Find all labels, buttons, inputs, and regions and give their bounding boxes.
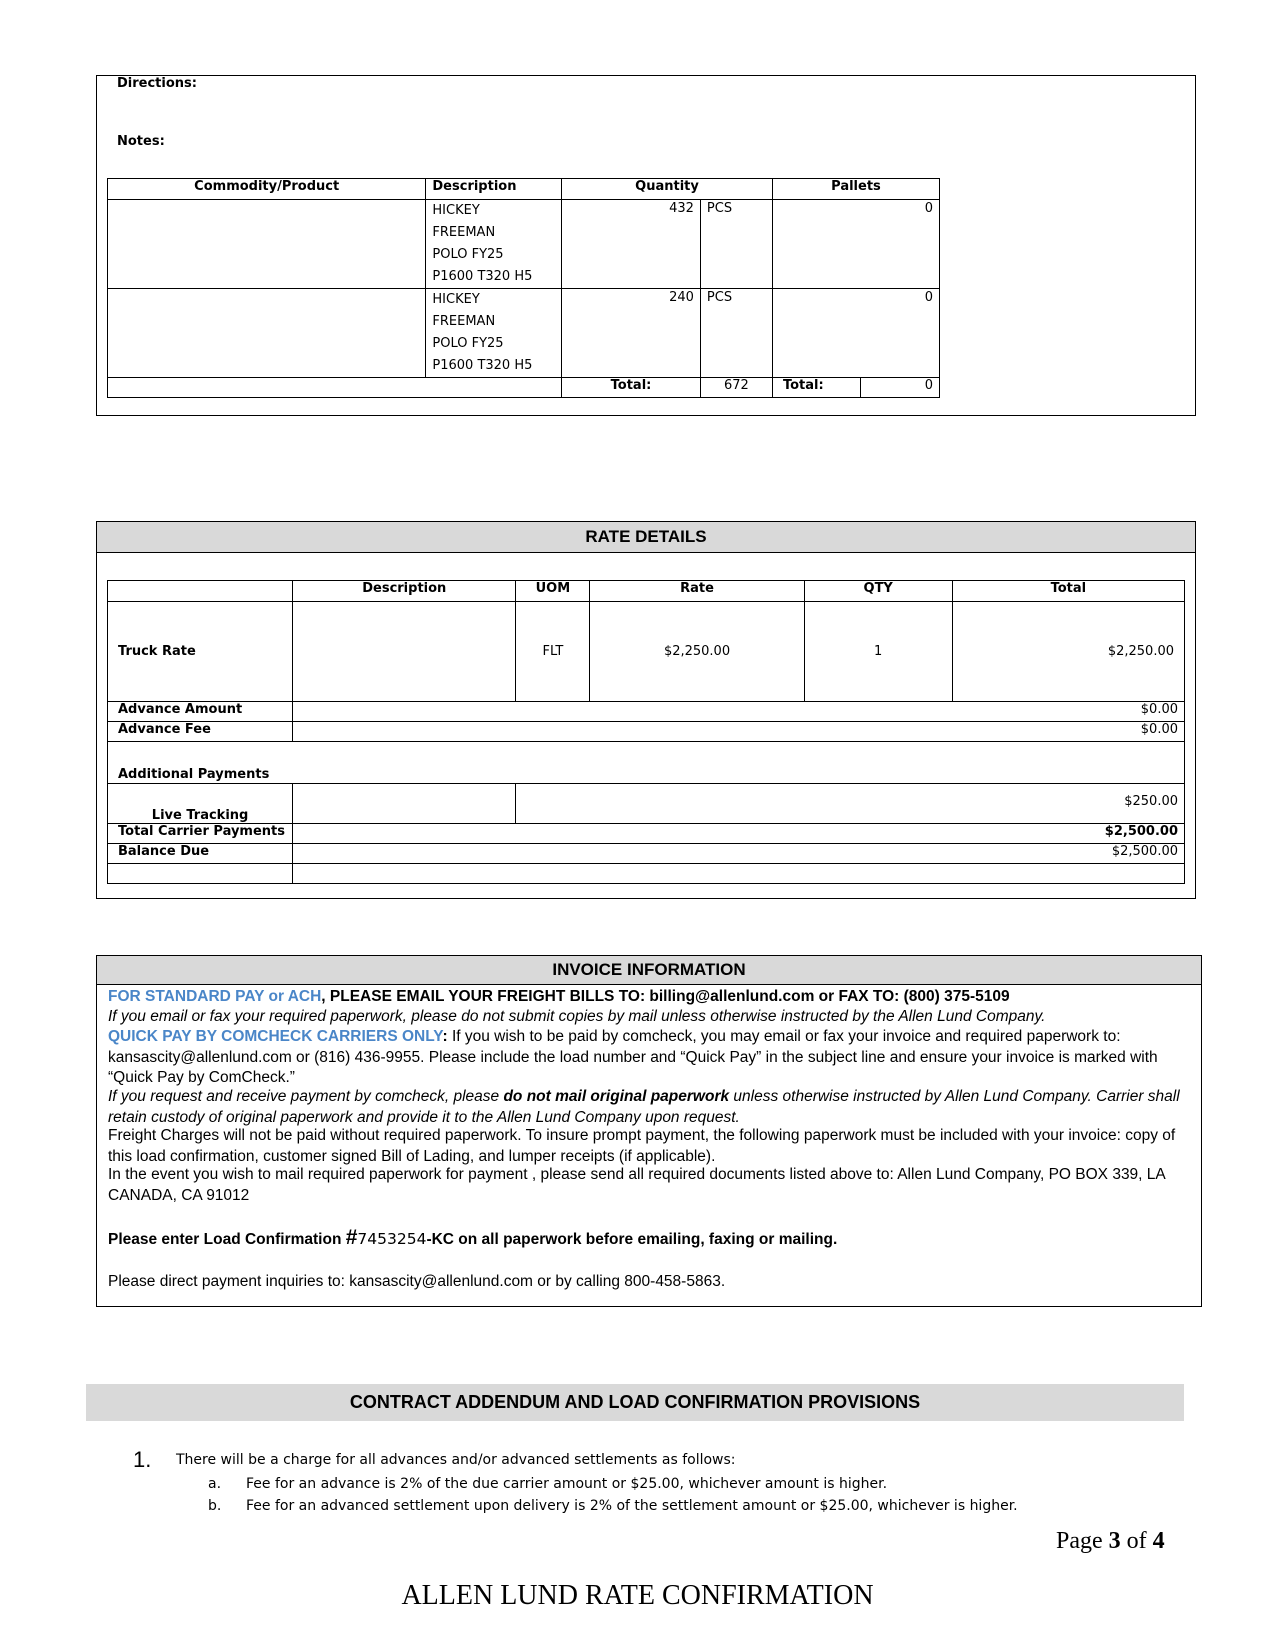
row-pallets: 0 [772, 200, 939, 289]
qty-total-label: Total: [562, 378, 701, 398]
empty-row [108, 864, 1185, 884]
rate-details-box [96, 521, 1196, 899]
additional-payments-row [108, 742, 1185, 784]
commodity-table [107, 178, 940, 398]
col-pallets: Pallets [772, 179, 939, 200]
total-carrier-amount: $2,500.00 [293, 824, 1185, 844]
total-carrier-label: Total Carrier Payments [108, 824, 293, 844]
billing-email-text: , PLEASE EMAIL YOUR FREIGHT BILLS TO: billing@allenlund.com or FAX TO: (800) 375-5109 [321, 988, 1010, 1005]
qty-total: 672 [700, 378, 772, 398]
rate-header-row [108, 581, 1185, 602]
live-tracking-label: Live Tracking [108, 784, 293, 824]
provision-number: 1. [133, 1447, 152, 1472]
truck-rate-row [108, 602, 1185, 702]
notes-label: Notes: [117, 134, 165, 149]
advance-fee: $0.00 [293, 722, 1185, 742]
quick-pay-paragraph: QUICK PAY BY COMCHECK CARRIERS ONLY: If you wish to be paid by comcheck, you may email or fax your invoice and required paperwork to: kansascity@allenlund.com or (816) 436-9955. Please include the load number and “Quick Pay” in the subject line and ensure your invoice is marked with “Quick Pay by ComCheck.” [108, 1028, 1158, 1086]
commodity-header-row [108, 179, 940, 200]
advance-fee-label: Advance Fee [108, 722, 293, 742]
row-unit: PCS [700, 289, 772, 378]
row-qty: 240 [562, 289, 701, 378]
col-commodity: Commodity/Product [108, 179, 426, 200]
standard-pay-line [108, 987, 1193, 1008]
quick-pay-heading: QUICK PAY BY COMCHECK CARRIERS ONLY [108, 1028, 443, 1045]
payment-inquiries-line: Please direct payment inquiries to: kansascity@allenlund.com or by calling 800-458-5863. [108, 1273, 726, 1290]
truck-qty: 1 [804, 602, 952, 702]
row-qty: 432 [562, 200, 701, 289]
col-description: Description [426, 179, 562, 200]
additional-payments-label: Additional Payments [108, 742, 1185, 784]
no-mail-note: If you email or fax your required paperwork, please do not submit copies by mail unless otherwise instructed by the Allen Lund Company. [108, 1008, 1046, 1025]
col-total: Total [952, 581, 1184, 602]
directions-label: Directions: [117, 76, 197, 91]
provision-sub-text: Fee for an advanced settlement upon delivery is 2% of the settlement amount or $25.00, whichever is higher. [246, 1498, 1018, 1514]
col-quantity: Quantity [562, 179, 773, 200]
totals-row [108, 378, 940, 398]
document-title: ALLEN LUND RATE CONFIRMATION [401, 1580, 874, 1611]
row-pallets: 0 [772, 289, 939, 378]
row-description: HICKEY FREEMAN POLO FY25 P1600 T320 H5 [426, 200, 562, 289]
balance-due-amount: $2,500.00 [293, 844, 1185, 864]
comcheck-paragraph: If you request and receive payment by comcheck, please do not mail original paperwork unless otherwise instructed by Allen Lund Company. Carrier shall retain custody of original paperwork and provide it to the Allen Lund Company upon request. [108, 1088, 1180, 1126]
advance-amount-row [108, 702, 1185, 722]
provision-text: There will be a charge for all advances and/or advanced settlements as follows: [176, 1452, 736, 1468]
balance-due-row [108, 844, 1185, 864]
standard-pay-heading: FOR STANDARD PAY or ACH [108, 988, 322, 1005]
table-row [108, 289, 940, 378]
pallets-total: 0 [860, 378, 939, 398]
row-description: HICKEY FREEMAN POLO FY25 P1600 T320 H5 [426, 289, 562, 378]
advance-amount-label: Advance Amount [108, 702, 293, 722]
provision-sub-text: Fee for an advance is 2% of the due carrier amount or $25.00, whichever amount is higher. [246, 1476, 888, 1492]
page-number: Page 3 of 4 [1056, 1528, 1165, 1554]
live-tracking-row [108, 784, 1185, 824]
mail-address-paragraph: In the event you wish to mail required paperwork for payment , please send all required documents listed above to: Allen Lund Company, PO BOX 339, LA CANADA, CA 91012 [108, 1166, 1165, 1204]
table-row [108, 200, 940, 289]
shipment-details-box [96, 75, 1196, 416]
load-confirmation-line: Please enter Load Confirmation #7453254-KC on all paperwork before emailing, faxing or mailing. [108, 1226, 838, 1249]
rate-table [107, 580, 1185, 884]
advance-amount: $0.00 [293, 702, 1185, 722]
contract-addendum-title: CONTRACT ADDENDUM AND LOAD CONFIRMATION PROVISIONS [86, 1384, 1184, 1421]
col-description: Description [293, 581, 516, 602]
col-rate: Rate [590, 581, 804, 602]
col-uom: UOM [516, 581, 590, 602]
pallets-total-label: Total: [772, 378, 860, 398]
truck-uom: FLT [516, 602, 590, 702]
total-carrier-row [108, 824, 1185, 844]
row-unit: PCS [700, 200, 772, 289]
balance-due-label: Balance Due [108, 844, 293, 864]
truck-total: $2,250.00 [952, 602, 1184, 702]
invoice-info-title: INVOICE INFORMATION [97, 956, 1201, 985]
freight-charges-paragraph: Freight Charges will not be paid without required paperwork. To insure prompt payment, the following paperwork must be included with your invoice: copy of this load confirmation, customer signed Bill of Lading, and lumper receipts (if applicable). [108, 1127, 1176, 1165]
live-tracking-amount: $250.00 [516, 784, 1185, 824]
advance-fee-row [108, 722, 1185, 742]
truck-rate-label: Truck Rate [108, 602, 293, 702]
rate-details-title: RATE DETAILS [97, 522, 1195, 553]
invoice-info-box [96, 955, 1202, 1307]
truck-rate: $2,250.00 [590, 602, 804, 702]
provision-sub-letter: b. [208, 1498, 222, 1514]
col-qty: QTY [804, 581, 952, 602]
provision-sub-letter: a. [208, 1476, 222, 1492]
load-number: 7453254 [357, 1230, 427, 1248]
